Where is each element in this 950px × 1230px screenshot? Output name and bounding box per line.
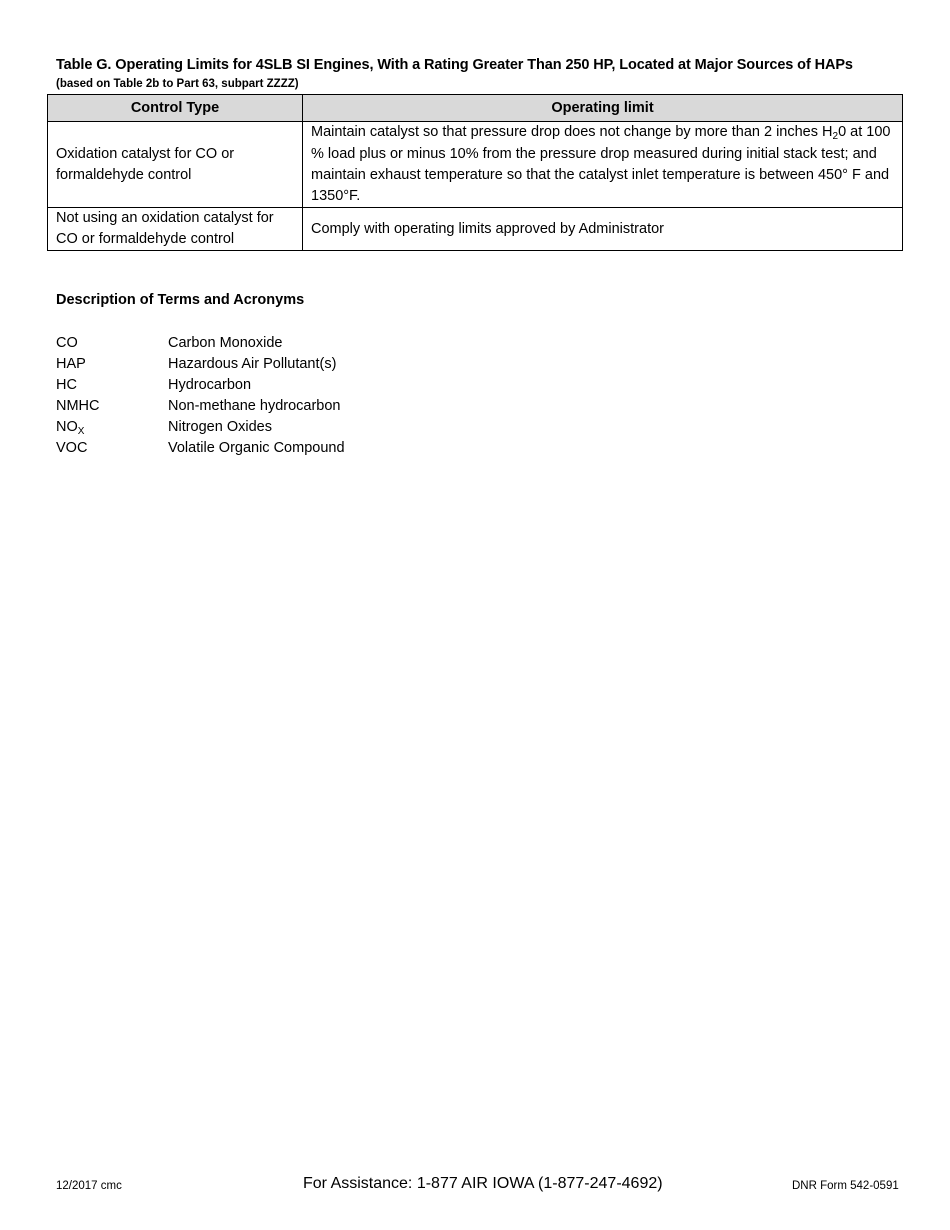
table-row: [48, 122, 903, 208]
term-acronym: [56, 375, 168, 397]
term-row: [56, 417, 345, 438]
footer-revision-date: 12/2017 cmc: [56, 1180, 122, 1192]
term-acronym: [56, 333, 168, 355]
footer-assistance-phone: For Assistance: 1-877 AIR IOWA (1-877-247-4692): [303, 1175, 663, 1192]
operating-limit-text-continued: 0 at 100 % load plus or minus 10% from the pressure drop measured during initial stack test; and maintain exhaust temperature so that the catalyst inlet temperature is between 450° F and 1350°F.: [311, 124, 891, 204]
column-header-operating-limit: Operating limit: [303, 95, 903, 122]
operating-limits-table: [47, 94, 903, 251]
operating-limit-cell: Comply with operating limits approved by Administrator: [303, 208, 903, 251]
table-title: Table G. Operating Limits for 4SLB SI Engines, With a Rating Greater Than 250 HP, Located at Major Sources of HAPs: [56, 57, 853, 73]
term-definition: Hazardous Air Pollutant(s): [168, 356, 337, 372]
acronym-text: HC: [56, 377, 77, 393]
acronym-text: NO: [56, 419, 78, 435]
terms-heading: Description of Terms and Acronyms: [56, 292, 305, 308]
term-definition: Carbon Monoxide: [168, 335, 283, 351]
operating-limit-cell: [303, 122, 903, 208]
term-row: [56, 375, 345, 396]
subscript: 2: [832, 131, 839, 142]
column-header-control-type: Control Type: [48, 95, 303, 122]
control-type-cell: Oxidation catalyst for CO or formaldehyde control: [48, 122, 303, 208]
term-acronym: [56, 354, 168, 376]
control-type-cell: Not using an oxidation catalyst for CO or formaldehyde control: [48, 208, 303, 251]
acronym-text: HAP: [56, 356, 86, 372]
term-definition: Hydrocarbon: [168, 377, 252, 393]
term-acronym: [56, 396, 168, 418]
term-definition: Non-methane hydrocarbon: [168, 398, 341, 414]
terms-list: [56, 333, 345, 459]
term-acronym: [56, 417, 168, 439]
acronym-text: CO: [56, 335, 78, 351]
footer-form-number: DNR Form 542-0591: [792, 1180, 899, 1192]
acronym-subscript: X: [77, 426, 85, 437]
term-row: [56, 333, 345, 354]
term-row: [56, 396, 345, 417]
operating-limit-text: Maintain catalyst so that pressure drop does not change by more than 2 inches H: [311, 124, 833, 140]
table-subtitle: (based on Table 2b to Part 63, subpart ZZZZ): [56, 78, 299, 90]
acronym-text: VOC: [56, 440, 88, 456]
term-definition: Volatile Organic Compound: [168, 440, 345, 456]
term-row: [56, 438, 345, 459]
table-row: [48, 208, 903, 251]
term-acronym: [56, 438, 168, 460]
term-definition: Nitrogen Oxides: [168, 419, 272, 435]
acronym-text: NMHC: [56, 398, 100, 414]
table-header-row: [48, 95, 903, 122]
term-row: [56, 354, 345, 375]
